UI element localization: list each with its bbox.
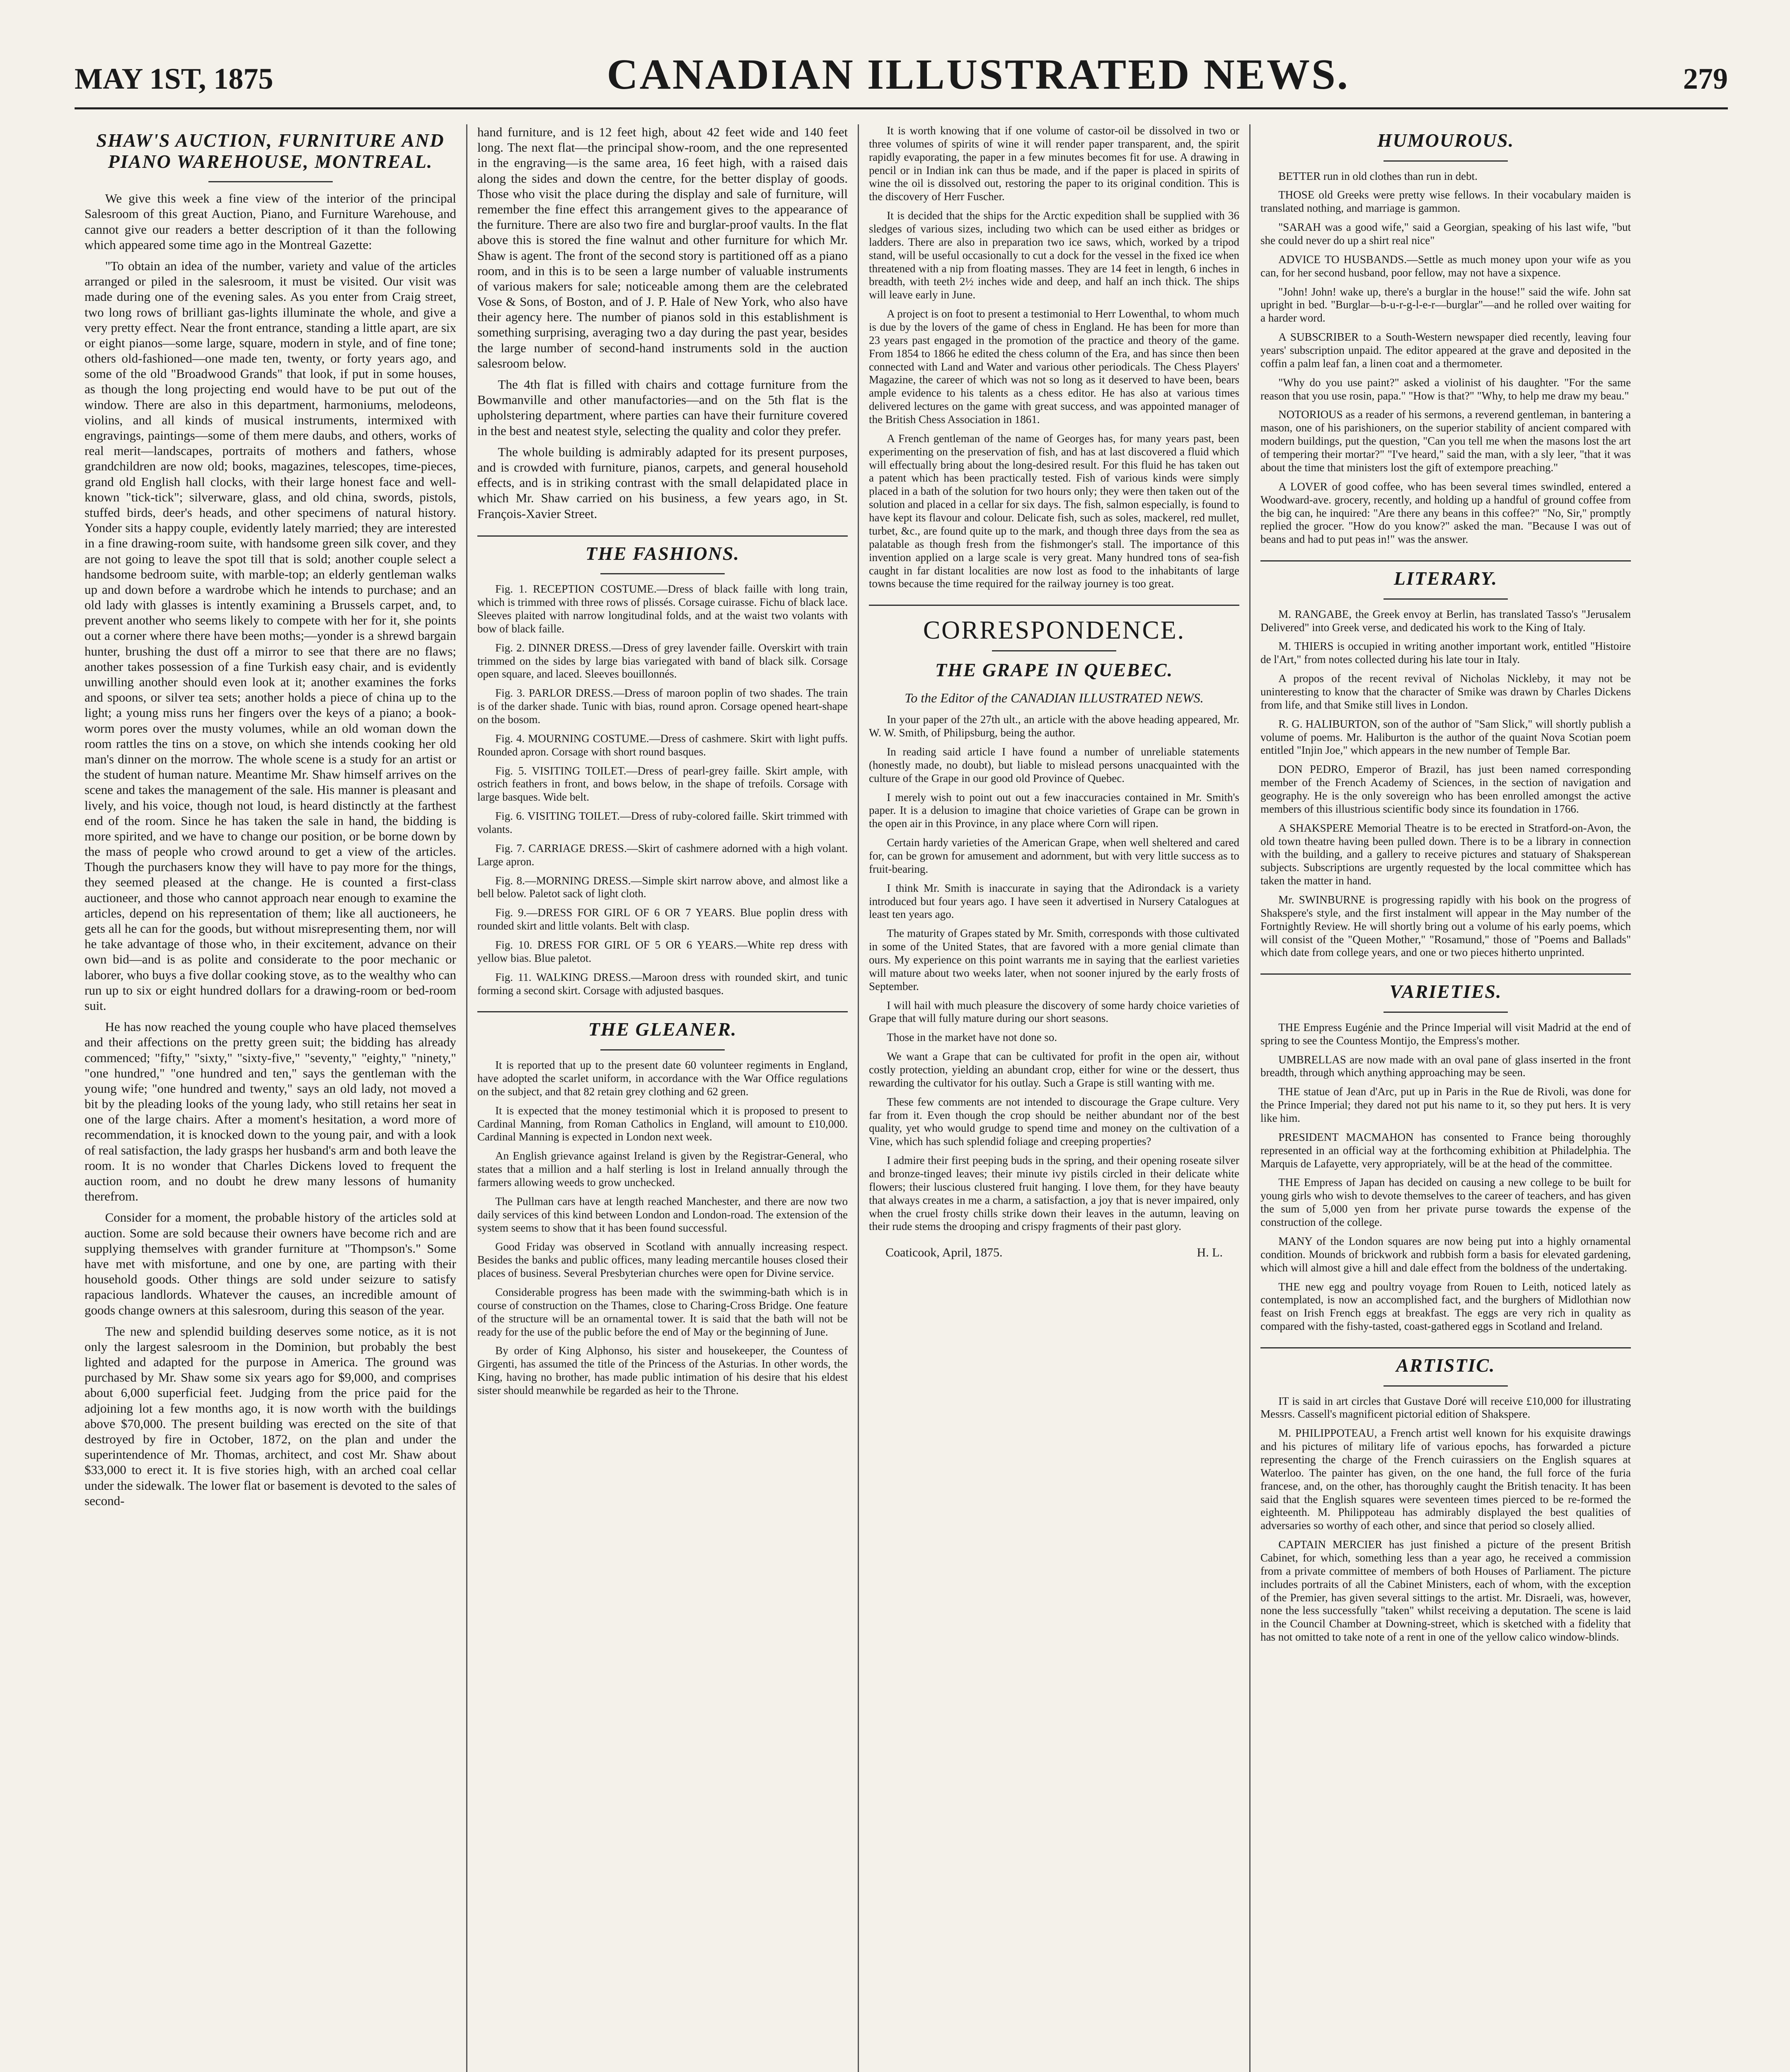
fashion-item: Fig. 4. MOURNING COSTUME.—Dress of cashmere. Skirt with light puffs. Rounded apron. Corsage with short round basques. [477, 732, 848, 758]
artistic-item: CAPTAIN MERCIER has just finished a picture of the present British Cabinet, for which, something less than a year ago, he received a commission from a private committee of members of both Houses of Parliament. The picture includes portraits of all the Cabinet Ministers, each of whom, with the exception of the Premier, has given several sittings to the artist. Mr. Disraeli, was, however, none the less successfully "taken" whilst receiving a deputation. The scene is laid in the Council Chamber at Downing-street, which is sketched with a fidelity that has not omitted to take note of a rent in one of the yellow calico window-blinds. [1260, 1538, 1631, 1644]
news-item: A French gentleman of the name of Georges has, for many years past, been experimenting on the preservation of fish, and has at last discovered a fluid which will effectually bring about the long-desired result. For this fluid he has taken out a patent which has been practically tested. Fish of various kinds were simply placed in a bath of the solution for two hours only; they were then taken out of the solution and placed in a cellar for six days. The fish, salmon especially, is found to have kept its flavour and colour. Delicate fish, such as soles, mackerel, red mullet, turbet, &c., are found quite up to the mark, and though three days from the sea as palatable as though fresh from the fishmonger's stall. The importance of this invention applied on a large scale is very great. Many hundred tons of sea-fish caught in far distant localities are now lost as food to the inhabitants of large towns because the time required for the railway journey is too great. [869, 432, 1239, 590]
paragraph: The maturity of Grapes stated by Mr. Smith, corresponds with those cultivated in some of the United States, that are favored with a more genial climate than ours. My experience on this point warrants me in saying that the earliest varieties will mature about two weeks later, when not sooner injured by the early frosts of September. [869, 927, 1239, 992]
paragraph: In reading said article I have found a number of unreliable statements (honestly made, no doubt), but liable to mislead persons unacquainted with the culture of the Grape in our good old Province of Quebec. [869, 745, 1239, 784]
paragraph: "To obtain an idea of the number, variety and value of the articles arranged or piled in the salesroom, it must be visited. Our visit was made during one of the evening sales. As you enter from Craig street, two long rows of brilliant gas-lights illuminate the whole, and give a very pretty effect. Near the front entrance, standing a little apart, are six or eight pianos—some large, square, modern in style, and of fine tone; others old-fashioned—one made ten, twenty, or forty years ago, and some of the old "Broadwood Grands" that look, if put in some houses, as though the long projecting end would have to be put out of the window. There are also in this department, harmoniums, melodeons, violins, and all kinds of musical instruments, intermixed with engravings, paintings—some of them mere daubs, and others, works of real merit—landscapes, portraits of mothers and fathers, whose grandchildren are now old; books, magazines, telescopes, time-pieces, grand old English hall clocks, with their large honest face and well-known "tick-tick"; silverware, glass, and old china, swords, pistols, stuffed birds, deer's heads, and other specimens of natural history. Yonder sits a happy couple, evidently lately married; they are interested in a fine drawing-room suite, with handsome green silk cover, and they are not going to leave the spot till that is sold; another couple select a handsome bedroom suite, with marble-top; an elderly gentleman walks up and down before a wardrobe which he intends to purchase; and an old lady with glasses is intently examining a Brussels carpet, and, to prevent another who seems likely to compete with her for it, she points out a corner where there have been moths;—yonder is a shrewd bargain hunter, brushing the dust off a mirror to see that there are no flaws; another takes possession of a fine Turkish easy chair, and is evidently unwilling another should even look at it; another examines the forks and spoons, or silver tea sets; another holds a piece of china up to the light; a young miss runs her fingers over the keys of a piano; a book-worm pores over the musty volumes, while an old woman down the room rattles the tins on a stove, on which she intends cooking her old man's dinner on the morrow. The whole scene is a study for an artist or the student of human nature. Meantime Mr. Shaw himself arrives on the scene and takes the management of the sale. His manner is pleasant and lively, and his voice, though not loud, is heard distinctly at the farthest end of the room. Since he has taken the sale in hand, the bidding is more spirited, and we have to change our position, or be borne down by the mass of people who crowd around to get a view of the articles. Though the purchasers know they will have to pay more for the things, they seemed pleased at the change. He is counted a first-class auctioneer, and those who cannot approach near enough to examine the articles, depend on his representation of them; like all auctioneers, he gets all he can for the goods, but without misrepresenting them, nor will he take advantage of those who, in their excitement, advance on their own bid—and is as polite and considerate to the poor mechanic or laborer, who buys a five dollar cooking stove, as to the wealthy who can run up to six or eight hundred dollars for a drawing-room or bed-room suit. [85, 258, 456, 1013]
news-item: It is decided that the ships for the Arctic expedition shall be supplied with 36 sledges of various sizes, including two which can be used either as bridges or ladders. There are also in preparation two ice saws, which, worked by a tripod stand, will be useful occasionally to cut a dock for the vessel in the fixed ice when threatened with a nip from floating masses. They are 14 feet in length, 6 inches in breadth, with teeth 2½ inches wide and deep, and half an inch thick. The ships will leave early in June. [869, 209, 1239, 301]
paragraph: Those in the market have not done so. [887, 1031, 1057, 1044]
humour-item: A LOVER of good coffee, who has been several times swindled, entered a Woodward-ave. grocery, recently, and holding up a handful of ground coffee from the big can, he inquired: "Are there any beans in this coffee?" "No, Sir," promptly replied the grocer. "How do you know?" asked the man. "Because I was out of beans and had to put peas in!" was the answer. [1260, 480, 1631, 546]
paragraph: I admire their first peeping buds in the spring, and their opening roseate silver and bronze-tinged leaves; their minute ivy pistils circled in their delicate white flowers; their luscious clustered fruit hanging. I love them, for they have beauty that always creates in me a charm, a satisfaction, a joy that is never impaired, only when the cruel frosty chills strike down their leaves in the autumn, leaving on their rude stems the drooping and crispy fragments of their past glory. [869, 1154, 1239, 1233]
humour-item: "Why do you use paint?" asked a violinist of his daughter. "For the same reason that you use rosin, papa." "How is that?" "Why, to help me draw my beau." [1260, 376, 1631, 402]
section-divider [477, 535, 848, 537]
paragraph: The 4th flat is filled with chairs and cottage furniture from the Bowmanville and other manufactories—and on the 5th flat is the upholstering department, where parties can have their furniture covered in the best and neatest style, selecting the quality and color they prefer. [477, 377, 848, 438]
section-heading-artistic: ARTISTIC. [1396, 1354, 1495, 1376]
news-items [869, 124, 1239, 591]
humour-item: THOSE old Greeks were pretty wise fellows. In their vocabulary maiden is translated nothing, and marriage is gammon. [1260, 189, 1631, 215]
paragraph: The whole building is admirably adapted for its present purposes, and is crowded with furniture, pianos, carpets, and general household effects, and is in striking contrast with the small delapidated place in which Mr. Shaw carried on his business, a few years ago, in St. François-Xavier Street. [477, 444, 848, 521]
letter-place-date: Coaticook, April, 1875. [885, 1246, 1003, 1260]
newspaper-title: CANADIAN ILLUSTRATED NEWS. [607, 51, 1350, 98]
literary-items [1260, 608, 1631, 960]
paragraph: Consider for a moment, the probable history of the articles sold at auction. Some are sold because their owners have become rich and are supplying themselves with grander furniture at "Thompson's." Some have met with misfortune, and one by one, are parting with their household goods. Other things are sold under seizure to satisfy rapacious landlords. Whatever the causes, an incredible amount of goods change owners at this salesroom, during this season of the year. [85, 1210, 456, 1317]
varieties-items [1260, 1021, 1631, 1333]
paragraph: In your paper of the 27th ult., an article with the above heading appeared, Mr. W. W. Smith, of Philipsburg, being the author. [869, 713, 1239, 739]
news-item: It is worth knowing that if one volume of castor-oil be dissolved in two or three volumes of spirits of wine it will render paper transparent, and, the spirit rapidly evaporating, the paper in a few minutes becomes fit for use. A drawing in pencil or in Indian ink can thus be made, and if the paper is placed in spirits of wine the oil is dissolved out, restoring the paper to its original condition. This is the discovery of Herr Fuscher. [869, 124, 1239, 203]
fashion-item: Fig. 6. VISITING TOILET.—Dress of ruby-colored faille. Skirt trimmed with volants. [477, 810, 848, 836]
literary-item: A SHAKSPERE Memorial Theatre is to be erected in Stratford-on-Avon, the old town theatre having been pulled down. There is to be a library in connection with the building, and a gallery to receive pictures and statuary of Shaksperean subjects. Subscriptions are urgently requested by the local committee which has taken the matter in hand. [1260, 821, 1631, 887]
gleaner-item: Good Friday was observed in Scotland with annually increasing respect. Besides the banks and public offices, many leading mercantile houses closed their places of business. Several Presbyterian churches were open for Divine service. [477, 1240, 848, 1280]
heading-rule [1384, 1012, 1508, 1013]
section-heading-varieties: VARIETIES. [1389, 981, 1502, 1002]
gleaner-items [477, 1059, 848, 1397]
humour-item: ADVICE TO HUSBANDS.—Settle as much money upon your wife as you can, for her second husband, poor fellow, may not have a sixpence. [1260, 253, 1631, 279]
section-heading-gleaner: THE GLEANER. [588, 1019, 737, 1040]
paragraph: I will hail with much pleasure the discovery of some hardy choice varieties of Grape that will fully mature during our short seasons. [869, 999, 1239, 1025]
literary-item: DON PEDRO, Emperor of Brazil, has just been named corresponding member of the French Academy of Sciences, in the section of navigation and geography. He is the only sovereign who has been enrolled amongst the active members of this illustrious scientific body since its foundation in 1766. [1260, 763, 1631, 815]
heading-rule [1384, 1385, 1508, 1387]
gleaner-item: The Pullman cars have at length reached Manchester, and there are now two daily services of this kind between London and London-road. The extension of the system seems to show that it has been found successful. [477, 1195, 848, 1234]
paragraph: We give this week a fine view of the interior of the principal Salesroom of this great Auction, Piano, and Furniture Warehouse, and cannot give our readers a better description of it than the following which appeared some time ago in the Montreal Gazette: [85, 191, 456, 252]
section-divider [1260, 973, 1631, 975]
article-body-shaw [85, 191, 456, 1508]
variety-item: THE statue of Jean d'Arc, put up in Paris in the Rue de Rivoli, was done for the Prince Imperial; they dared not put his name to it, so they put hers. It is very like him. [1260, 1085, 1631, 1125]
heading-rule [1384, 160, 1508, 162]
fashion-item: Fig. 11. WALKING DRESS.—Maroon dress with rounded skirt, and tunic forming a second skirt. Corsage with adjusted basques. [477, 971, 848, 997]
gleaner-item: Considerable progress has been made with the swimming-bath which is in course of construction on the Thames, close to Charing-Cross Bridge. One feature of the structure will be an ornamental tower. It is said that the bath will not be ready for the use of the public before the end of May or the beginning of June. [477, 1285, 848, 1338]
issue-date: MAY 1ST, 1875 [75, 62, 273, 95]
fashion-item: Fig. 1. RECEPTION COSTUME.—Dress of black faille with long train, which is trimmed with three rows of plissés. Corsage cuirasse. Fichu of black lace. Sleeves plaited with narrow longitudinal folds, and at the waist two volants with bow of black faille. [477, 583, 848, 635]
section-divider [1260, 560, 1631, 562]
fashion-item: Fig. 5. VISITING TOILET.—Dress of pearl-grey faille. Skirt ample, with ostrich feathers in front, and bows below, in the shape of trefoils. Corsage with large basques. Wide belt. [477, 764, 848, 804]
page-number: 279 [1683, 62, 1728, 95]
gleaner-item: It is reported that up to the present date 60 volunteer regiments in England, have adopted the scarlet uniform, in accordance with the War Office regulations on the subject, and that 82 retain grey clothing and 62 green. [477, 1059, 848, 1098]
section-divider [477, 1011, 848, 1012]
column-4 [1249, 124, 1641, 2072]
heading-rule [992, 650, 1116, 651]
letter-salutation: To the Editor of the CANADIAN ILLUSTRATED NEWS. [905, 690, 1204, 705]
paragraph: The new and splendid building deserves some notice, as it is not only the largest salesroom in the Dominion, but probably the best lighted and adapted for the purpose in America. The ground was purchased by Mr. Shaw some six years ago for $9,000, and comprises about 6,000 superficial feet. Judging from the price paid for the adjoining lot a few months ago, it is now worth with the buildings above $70,000. The present building was erected on the site of that destroyed by fire in October, 1872, on the plan and under the superintendence of Mr. Thomas, architect, and cost Mr. Shaw about $33,000 to erect it. It is five stories high, with an arched coal cellar under the sidewalk. The lower flat or basement is devoted to the sales of second- [85, 1324, 456, 1508]
humour-item: "SARAH was a good wife," said a Georgian, speaking of his last wife, "but she could never do up a shirt real nice" [1260, 221, 1631, 247]
variety-item: MANY of the London squares are now being put into a highly ornamental condition. Mounds of brickwork and rubbish form a basis for elevated gardening, which will almost give a hill and dale effect from the boldness of the undertaking. [1260, 1234, 1631, 1274]
humour-item: NOTORIOUS as a reader of his sermons, a reverend gentleman, in bantering a mason, one of his parishioners, on the superior stability of ancient compared with modern buildings, put the question, "Can you tell me when the masons lost the art of tempering their mortar?" "I've heard," said the man, with a sly leer, "that it was about the time that ministers lost the gift of extempore preaching." [1260, 408, 1631, 474]
literary-item: M. RANGABE, the Greek envoy at Berlin, has translated Tasso's "Jerusalem Delivered" into Greek verse, and dedicated his work to the King of Italy. [1260, 608, 1631, 634]
literary-item: R. G. HALIBURTON, son of the author of "Sam Slick," will shortly publish a volume of poems. Mr. Haliburton is the author of the quaint Nova Scotian poem entitled "Injin Joe," which appears in the new number of Temple Bar. [1260, 717, 1631, 757]
heading-rule [600, 1049, 725, 1051]
artistic-items [1260, 1395, 1631, 1644]
fashion-item: Fig. 7. CARRIAGE DRESS.—Skirt of cashmere adorned with a high volant. Large apron. [477, 842, 848, 868]
section-divider [1260, 1347, 1631, 1348]
fashions-list [477, 583, 848, 997]
letter-body [869, 713, 1239, 1233]
humour-item: BETTER run in old clothes than run in debt. [1278, 169, 1478, 182]
fashion-item: Fig. 10. DRESS FOR GIRL OF 5 OR 6 YEARS.—White rep dress with yellow bias. Blue paletot. [477, 939, 848, 964]
masthead [75, 50, 1728, 109]
fashion-item: Fig. 3. PARLOR DRESS.—Dress of maroon poplin of two shades. The train is of the darker shade. Tunic with bias, round apron. Corsage opened heart-shape on the bosom. [477, 687, 848, 726]
heading-rule [1384, 598, 1508, 600]
paragraph: We want a Grape that can be cultivated for profit in the open air, without costly protection, yielding an abundant crop, either for wine or the dessert, thus rewarding the cultivator for his outlay. Such a Grape is still wanting with me. [869, 1050, 1239, 1089]
paragraph: These few comments are not intended to discourage the Grape culture. Very far from it. Even though the crop should be neither abundant nor of the best quality, yet who would grudge to spend time and money on the cultivation of a Vine, which has such splendid foliage and creeping properties? [869, 1095, 1239, 1148]
variety-item: THE new egg and poultry voyage from Rouen to Leith, noticed lately as contemplated, is now an accomplished fact, and the burghers of Midlothian now feast on Irish French eggs at breakfast. The eggs are very rich in quality as compared with the fishy-tasted, coast-gathered eggs in Scotland and Ireland. [1260, 1280, 1631, 1333]
variety-item: UMBRELLAS are now made with an oval pane of glass inserted in the front breadth, through which anything approaching may be seen. [1260, 1053, 1631, 1079]
gleaner-item: It is expected that the money testimonial which it is proposed to present to Cardinal Manning, from Roman Catholics in England, will amount to £10,000. Cardinal Manning is expected in London next week. [477, 1104, 848, 1143]
variety-item: PRESIDENT MACMAHON has consented to France being thoroughly represented in an official way at the forthcoming exhibition at Philadelphia. The Marquis de Lafayette, very appropriately, will be at the head of the committee. [1260, 1130, 1631, 1170]
section-heading-humourous: HUMOUROUS. [1377, 130, 1514, 151]
humourous-items [1260, 170, 1631, 546]
heading-rule [208, 181, 333, 182]
columns [75, 124, 1728, 2072]
article-heading-shaw: SHAW'S AUCTION, FURNITURE AND PIANO WAREHOUSE, MONTREAL. [96, 130, 445, 172]
paragraph: hand furniture, and is 12 feet high, about 42 feet wide and 140 feet long. The next flat—the principal show-room, and the one represented in the engraving—is the same area, 16 feet high, with a raised dais along the sides and down the centre, for the better display of goods. Those who visit the place during the display and sale of furniture, will remember the fine effect this arrangement gives to the appearance of the furniture. There are also two fire and burglar-proof vaults. In the flat above this is stored the fine walnut and other furniture for which Mr. Shaw is agent. The front of the second story is partitioned off as a piano room, and in this is to be seen a large number of valuable instruments of various makers for sale; noticeable among them are the celebrated Vose & Sons, of Boston, and of J. P. Hale of New York, who also have their agency here. The number of pianos sold in this establishment is something surprising, averaging two a day during the past year, besides the large number of second-hand instruments sold in the auction salesroom below. [477, 125, 848, 370]
section-divider [869, 605, 1239, 606]
artistic-item: IT is said in art circles that Gustave Doré will receive £10,000 for illustrating Messrs. Cassell's magnificent pictorial edition of Shakspere. [1260, 1394, 1631, 1421]
gleaner-item: An English grievance against Ireland is given by the Registrar-General, who states that a million and a half sterling is lost in Ireland annually through the farmers allowing weeds to grow unchecked. [477, 1150, 848, 1188]
letter-signature: H. L. [1197, 1246, 1223, 1260]
column-2 [466, 124, 858, 2072]
article-body-shaw-continued [477, 124, 848, 521]
column-1 [75, 124, 466, 2072]
paragraph: I think Mr. Smith is inaccurate in saying that the Adirondack is a variety introduced but four years ago. I have seen it advertised in Nursery Catalogues at least ten years ago. [869, 881, 1239, 921]
literary-item: Mr. SWINBURNE is progressing rapidly with his book on the progress of Shakspere's style, and the first instalment will appear in the May number of the Fortnightly Review. He will shortly bring out a volume of his early poems, which will consist of the "Queen Mother," "Rosamund," those of "Poems and Ballads" which date from college years, and one or two pieces hitherto unprinted. [1260, 893, 1631, 959]
humour-item: "John! John! wake up, there's a burglar in the house!" said the wife. John sat upright in bed. "Burglar—b-u-r-g-l-e-r—burglar"—and he rolled over waiting for a harder word. [1260, 285, 1631, 324]
paragraph: I merely wish to point out out a few inaccuracies contained in Mr. Smith's paper. It is a delusion to imagine that choice varieties of Grape can be grown in the open air in this Province, in any place where Corn will ripen. [869, 791, 1239, 830]
letter-title: THE GRAPE IN QUEBEC. [935, 659, 1173, 681]
section-heading-correspondence: CORRESPONDENCE. [923, 616, 1185, 645]
heading-rule [600, 573, 725, 574]
variety-item: THE Empress of Japan has decided on causing a new college to be built for young girls who wish to devote themselves to the career of teachers, and has given the sum of 5,000 yen from her private purse towards the expense of the construction of the college. [1260, 1176, 1631, 1229]
paragraph: He has now reached the young couple who have placed themselves and their affections on the pretty green suit; the bidding has already commenced; "fifty," "sixty," "sixty-five," "seventy," "eighty," "ninety," "one hundred," "one hundred and ten," says the gentleman with the young wife; "one hundred and twenty," says an old lady, not moved a bit by the pleading looks of the young lady, who still retains her seat in one of the large chairs. After a moment's hesitation, a word more of recommendation, it is knocked down to the young pair, and with a look of real satisfaction, the lady grasps her husband's arm and both leave the room. It is no wonder that Charles Dickens loved to frequent the auction room, and no doubt he drew many lessons of humanity therefrom. [85, 1019, 456, 1204]
fashion-item: Fig. 9.—DRESS FOR GIRL OF 6 OR 7 YEARS. Blue poplin dress with rounded skirt and little volants. Belt with clasp. [477, 906, 848, 932]
fashion-item: Fig. 2. DINNER DRESS.—Dress of grey lavender faille. Overskirt with train trimmed on the sides by large bias variegated with band of black silk. Corsage open square, and laced. Sleeves bouillonnés. [477, 641, 848, 680]
paragraph: Certain hardy varieties of the American Grape, when well sheltered and cared for, can be grown for amusement and adornment, but with very little success as to fruit-bearing. [869, 836, 1239, 875]
humour-item: A SUBSCRIBER to a South-Western newspaper died recently, leaving four years' subscription unpaid. The editor appeared at the grave and deposited in the coffin a palm leaf fan, a linen coat and a thermometer. [1260, 331, 1631, 370]
fashion-item: Fig. 8.—MORNING DRESS.—Simple skirt narrow above, and almost like a bell below. Paletot sack of light cloth. [477, 874, 848, 900]
artistic-item: M. PHILIPPOTEAU, a French artist well known for his exquisite drawings and his pictures of military life of various epochs, has forwarded a picture representing the charge of the French cuirassiers on the English squares at Waterloo. The painter has given, on the one hand, the full force of the furia francese, and, on the other, has thoroughly caught the British tenacity. It has been said that the English squares were seventeen times pierced to be re-formed the eighteenth. M. Philippoteau has admirably displayed the best qualities of adversaries so worthy of each other, and since that period so closely allied. [1260, 1427, 1631, 1532]
literary-item: M. THIERS is occupied in writing another important work, entitled "Histoire de l'Art," from notes collected during his late tour in Italy. [1260, 640, 1631, 666]
variety-item: THE Empress Eugénie and the Prince Imperial will visit Madrid at the end of spring to see the Countess Montijo, the Empress's mother. [1260, 1021, 1631, 1047]
section-heading-literary: LITERARY. [1393, 568, 1498, 589]
gleaner-item: By order of King Alphonso, his sister and housekeeper, the Countess of Girgenti, has assumed the title of the Princess of the Asturias. In other words, the King, having no brother, has made public intimation of his desire that his eldest sister should meanwhile be regarded as heir to the Throne. [477, 1344, 848, 1397]
news-item: A project is on foot to present a testimonial to Herr Lowenthal, to whom much is due by the lovers of the game of chess in England. He has been for more than 23 years past engaged in the promotion of the practice and theory of the game. From 1854 to 1866 he edited the chess column of the Era, and has since then been connected with Land and Water and various other periodicals. The Chess Players' Magazine, the career of which was not so long as it deserved to have been, bears ample evidence to his talents as a chess editor. He has also at various times delivered lectures on the game with great success, and was appointed manager of the British Chess Association in 1861. [869, 307, 1239, 426]
section-heading-fashions: THE FASHIONS. [585, 542, 740, 564]
letter-signoff [869, 1246, 1239, 1260]
literary-item: A propos of the recent revival of Nicholas Nickleby, it may not be uninteresting to know that the character of Smike was drawn by Charles Dickens from life, and that Smike still lives in London. [1260, 672, 1631, 711]
column-3 [858, 124, 1249, 2072]
